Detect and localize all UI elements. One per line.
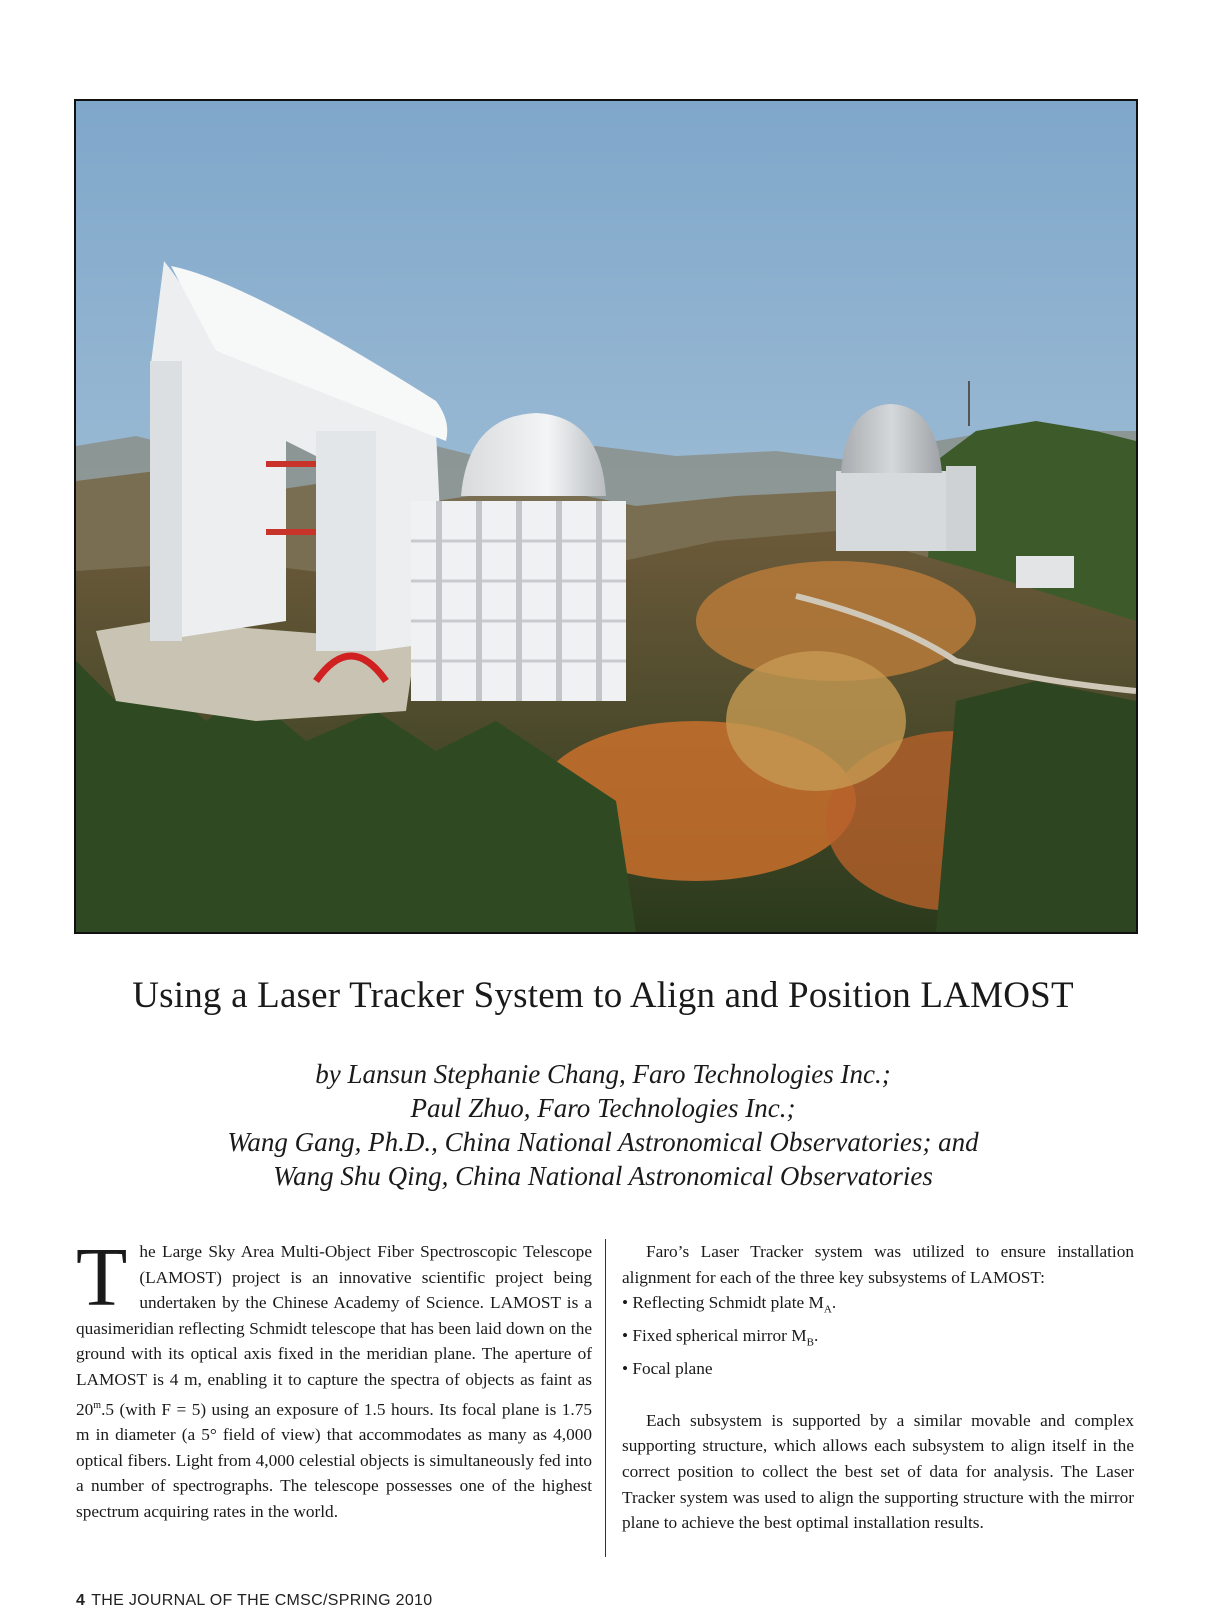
- subsystem-list: [622, 1290, 1134, 1382]
- subsystems-intro: Faro’s Laser Tracker system was utilized to ensure installation alignment for each of the three key subsystems of LAMOST:: [622, 1242, 1134, 1287]
- article-byline: [0, 1057, 1206, 1193]
- byline-line: Paul Zhuo, Faro Technologies Inc.;: [410, 1093, 796, 1123]
- byline-line: Wang Shu Qing, China National Astronomical Observatories: [273, 1161, 933, 1191]
- page-number: 4: [76, 1592, 86, 1609]
- left-column: [76, 1231, 592, 1524]
- list-item: • Fixed spherical mirror $M_B$.: [622, 1326, 819, 1349]
- observatory-photo-icon: [76, 101, 1136, 932]
- column-divider: [605, 1239, 606, 1557]
- page-footer: [76, 1592, 432, 1610]
- byline-line: Wang Gang, Ph.D., China National Astronomical Observatories; and: [227, 1127, 979, 1157]
- drop-cap: T: [76, 1231, 128, 1324]
- list-item: • Focal plane: [622, 1359, 713, 1379]
- byline-line: by Lansun Stephanie Chang, Faro Technologies Inc.;: [315, 1059, 891, 1089]
- observatory-photo: [74, 99, 1138, 934]
- list-item: • Reflecting Schmidt plate $M_A$.: [622, 1293, 837, 1316]
- article-title: Using a Laser Tracker System to Align and Position LAMOST: [132, 975, 1074, 1016]
- support-structure-paragraph: Each subsystem is supported by a similar movable and complex supporting structure, which allows each subsystem to align itself in the correct position to collect the best set of data for analysis. The Laser Tracker system was used to align the supporting structure with the mirror plane to achieve the best optimal installation results.: [622, 1410, 1134, 1533]
- right-column: [622, 1239, 1134, 1536]
- journal-name: THE JOURNAL OF THE CMSC/SPRING 2010: [91, 1592, 433, 1609]
- intro-paragraph: he Large Sky Area Multi-Object Fiber Spectroscopic Telescope (LAMOST) project is an innovative scientific project being undertaken by the Chinese Academy of Science. LAMOST is a quasimeridian reflecting Schmidt telescope that has been laid down on the ground with its optical axis fixed in the meridian plane. The aperture of LAMOST is 4 m, enabling it to capture the spectra of objects as faint as 20$^m$.5 (with F = 5) using an exposure of 1.5 hours. Its focal plane is 1.75 m in diameter (a 5° field of view) that accommodates as many as 4,000 optical fibers. Light from 4,000 celestial objects is simultaneously fed into a number of spectrographs. The telescope possesses one of the highest spectrum acquiring rates in the world.: [76, 1242, 592, 1521]
